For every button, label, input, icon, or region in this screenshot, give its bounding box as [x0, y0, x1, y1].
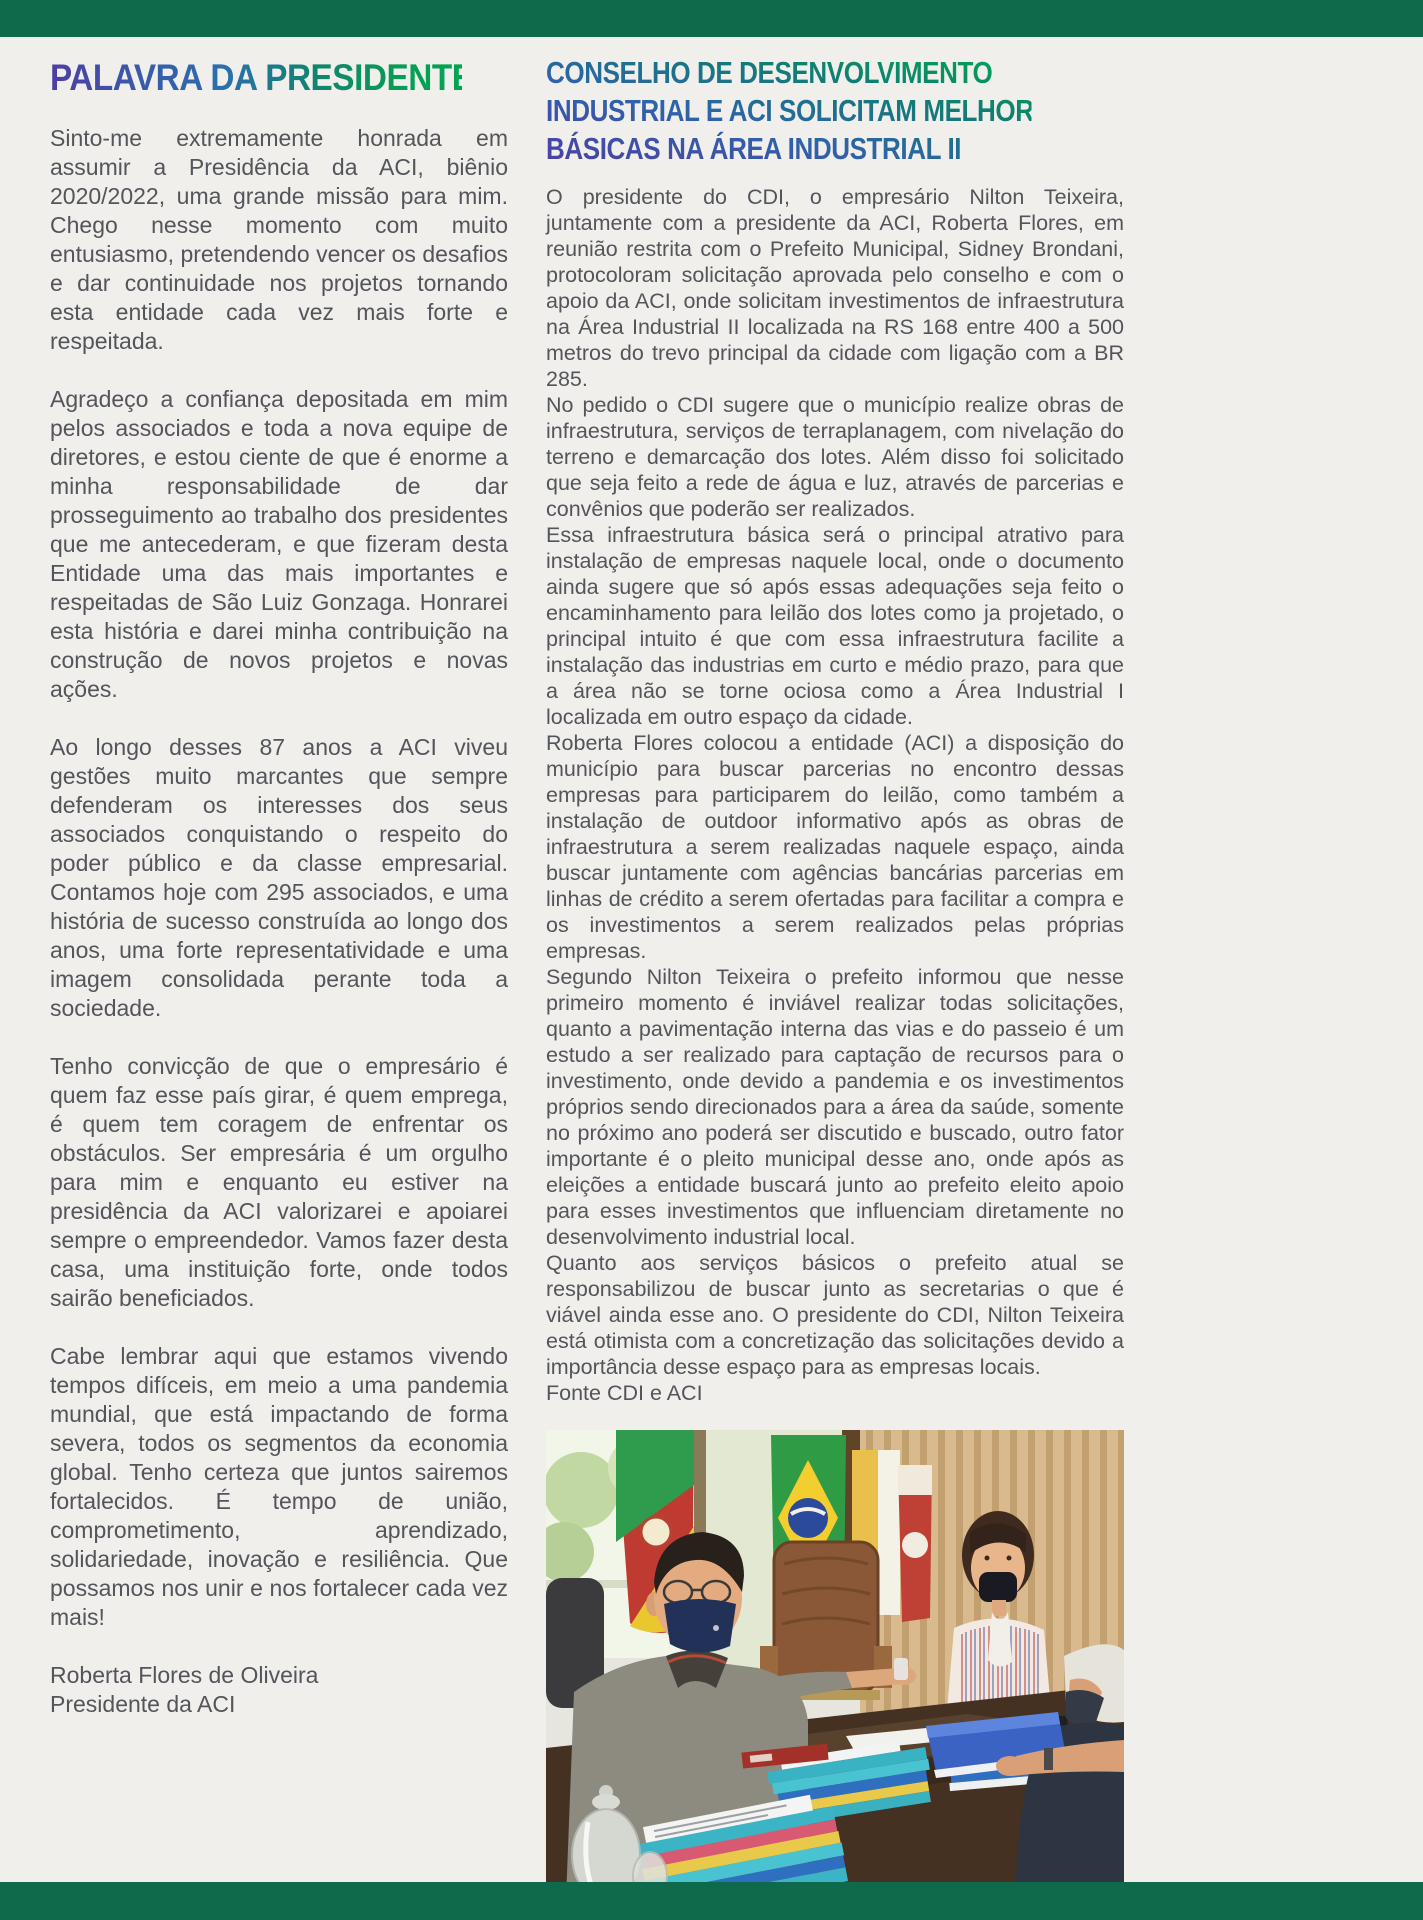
right-paragraph-6: Quanto aos serviços básicos o prefeito atual se responsabilizou de buscar junto as secretarias o que é viável ainda esse ano. O presidente do CDI, Nilton Teixeira está otimista com a concretização das solicitações devido a importância desse espaço para as empresas locais. [546, 1251, 1124, 1379]
right-paragraph-4: Roberta Flores colocou a entidade (ACI) a disposição do município para buscar parcerias no encontro dessas empresas para participarem do leilão, como também a instalação de outdoor informativo após as obras de infraestrutura a serem realizadas naquele espaço, ainda buscar juntamente com agências bancárias parcerias em linhas de crédito a serem ofertadas para facilitar a compra e os investimentos a serem realizados pelas próprias empresas. [546, 731, 1124, 963]
right-paragraph-5: Segundo Nilton Teixeira o prefeito informou que nesse primeiro momento é inviável realizar todas solicitações, quanto a pavimentação interna das vias e do passeio é um estudo a ser realizado para captação de recursos para o investimento, onde devido a pandemia e os investimentos próprios sendo direcionados para a área da saúde, somente no próximo ano poderá ser discutido e buscado, outro fator importante é o pleito municipal desse ano, onde após as eleições a entidade buscará junto ao prefeito eleito apoio para esses investimentos que influenciam diretamente no desenvolvimento industrial local. [546, 965, 1124, 1249]
left-article-title: PALAVRA DA PRESIDENTE [50, 57, 474, 98]
right-article-title-line-3: BÁSICAS NA ÁREA INDUSTRIAL II [546, 131, 962, 166]
left-paragraph-5: Cabe lembrar aqui que estamos vivendo tempos difíceis, em meio a uma pandemia mundial, que está impactando de forma severa, todos os segmentos da economia global. Tenho certeza que juntos sairemos fortalecidos. É tempo de união, comprometimento, aprendizado, solidariedade, inovação e resiliência. Que possamos nos unir e nos fortalecer cada vez mais! [50, 1343, 508, 1630]
right-paragraph-2: No pedido o CDI sugere que o município realize obras de infraestrutura, serviços de terraplanagem, com nivelação do terreno e demarcação dos lotes. Além disso foi solicitado que seja feito a rede de água e luz, através de parcerias e convênios que poderão ser realizados. [546, 393, 1124, 521]
top-accent-bar [0, 0, 1423, 37]
right-paragraph-1: O presidente do CDI, o empresário Nilton Teixeira, juntamente com a presidente da ACI, Roberta Flores, em reunião restrita com o Prefeito Municipal, Sidney Brondani, protocoloram solicitação aprovada pelo conselho e com o apoio da ACI, onde solicitam investimentos de infraestrutura na Área Industrial II localizada na RS 168 entre 400 a 500 metros do trevo principal da cidade com ligação com a BR 285. [546, 185, 1124, 391]
right-article [546, 54, 1124, 1900]
left-article [50, 58, 508, 1719]
signature-block [50, 1661, 508, 1719]
signature-title: Presidente da ACI [50, 1691, 236, 1717]
left-paragraph-1: Sinto-me extremamente honrada em assumir a Presidência da ACI, biênio 2020/2022, uma grande missão para mim. Chego nesse momento com muito entusiasmo, pretendendo vencer os desafios e dar continuidade nos projetos tornando esta entidade cada vez mais forte e respeitada. [50, 125, 508, 354]
source-line: Fonte CDI e ACI [546, 1381, 703, 1405]
right-article-title-line-2: INDUSTRIAL E ACI SOLICITAM MELHORIAS [546, 93, 1076, 128]
left-paragraph-3: Ao longo desses 87 anos a ACI viveu gestões muito marcantes que sempre defenderam os interesses dos seus associados conquistando o respeito do poder público e da classe empresarial. Contamos hoje com 295 associados, e uma história de sucesso construída ao longo dos anos, uma forte representatividade e uma imagem consolidada perante toda a sociedade. [50, 734, 508, 1021]
signature-name: Roberta Flores de Oliveira [50, 1662, 319, 1688]
flag-red-white [898, 1465, 932, 1622]
right-article-title-line-1: CONSELHO DE DESENVOLVIMENTO [546, 55, 993, 90]
left-paragraph-4: Tenho convicção de que o empresário é quem faz esse país girar, é quem emprega, é quem tem coragem de enfrentar os obstáculos. Ser empresária é um orgulho para mim e enquanto eu estiver na presidência da ACI valorizarei e apoiarei sempre o empreendedor. Vamos fazer desta casa, uma instituição forte, onde todos sairão beneficiados. [50, 1053, 508, 1311]
right-paragraph-3: Essa infraestrutura básica será o principal atrativo para instalação de empresas naquele local, onde o documento ainda sugere que só após essas adequações seja feito o encaminhamento para leilão dos lotes como ja projetado, o principal intuito é que com essa infraestrutura facilite a instalação das industrias em curto e médio prazo, para que a área não se torne ociosa como a Área Industrial I localizada em outro espaço da cidade. [546, 523, 1124, 729]
left-paragraph-2: Agradeço a confiança depositada em mim pelos associados e toda a nova equipe de diretores, e estou ciente de que é enorme a minha responsabilidade de dar prosseguimento ao trabalho dos presidentes que me antecederam, e que fizeram desta Entidade uma das mais importantes e respeitadas de São Luiz Gonzaga. Honrarei esta história e darei minha contribuição na construção de novos projetos e novas ações. [50, 386, 508, 702]
meeting-photo [546, 1430, 1124, 1900]
meeting-photo-illustration [546, 1430, 1124, 1900]
bottom-accent-bar [0, 1882, 1423, 1920]
right-article-title [546, 54, 1076, 168]
